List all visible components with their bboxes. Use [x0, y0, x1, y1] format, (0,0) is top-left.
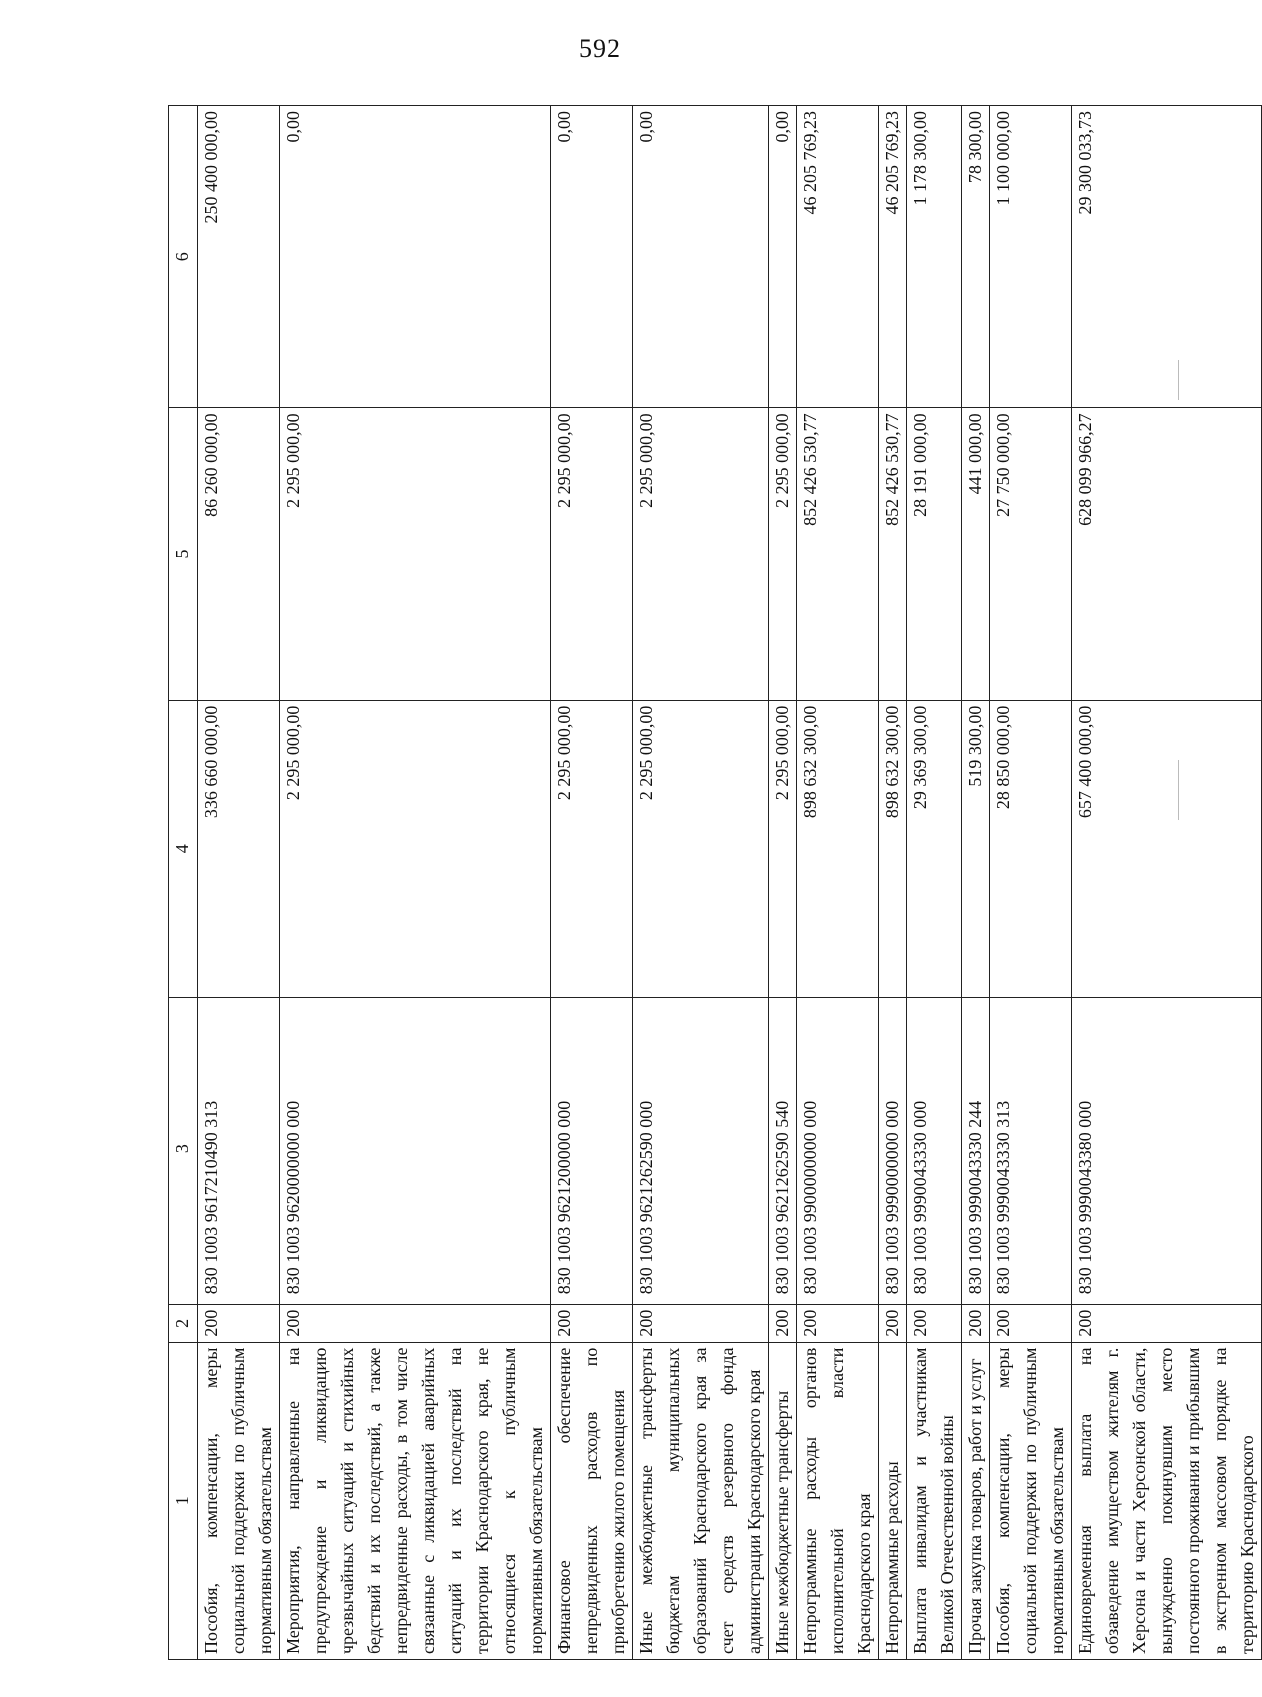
row-code: 200 — [907, 1305, 962, 1342]
table-row — [633, 106, 769, 1660]
header-cell: 1 — [169, 1342, 198, 1659]
row-value-col4: 2 295 000,00 — [551, 700, 633, 997]
row-value-col6: 0,00 — [551, 106, 633, 408]
table-row — [962, 106, 990, 1660]
header-cell: 6 — [169, 106, 198, 408]
header-row — [169, 106, 198, 1660]
header-cell: 3 — [169, 997, 198, 1304]
table-row — [879, 106, 907, 1660]
row-code: 200 — [879, 1305, 907, 1342]
row-value-col5: 852 426 530,77 — [879, 408, 907, 700]
row-code: 200 — [633, 1305, 769, 1342]
table-row — [797, 106, 879, 1660]
row-classifier: 830 1003 9990043330 000 — [907, 997, 962, 1304]
row-value-col6: 0,00 — [769, 106, 797, 408]
row-code: 200 — [551, 1305, 633, 1342]
row-classifier: 830 1003 9620000000 000 — [280, 997, 551, 1304]
row-value-col6: 78 300,00 — [962, 106, 990, 408]
row-classifier: 830 1003 9990043330 313 — [990, 997, 1072, 1304]
row-classifier: 830 1003 9990043330 244 — [962, 997, 990, 1304]
row-name: Непрограммные расходы органов исполнительной власти Краснодарского края — [797, 1342, 879, 1659]
table-row — [769, 106, 797, 1660]
row-code: 200 — [769, 1305, 797, 1342]
row-classifier: 830 1003 9621262590 540 — [769, 997, 797, 1304]
row-value-col6: 1 178 300,00 — [907, 106, 962, 408]
row-value-col4: 28 850 000,00 — [990, 700, 1072, 997]
row-name: Пособия, компенсации, меры социальной поддержки по публичным нормативным обязательствам — [990, 1342, 1072, 1659]
row-value-col5: 2 295 000,00 — [280, 408, 551, 700]
row-value-col4: 898 632 300,00 — [879, 700, 907, 997]
row-value-col4: 2 295 000,00 — [633, 700, 769, 997]
row-value-col5: 2 295 000,00 — [769, 408, 797, 700]
header-cell: 2 — [169, 1305, 198, 1342]
page-number: 592 — [579, 34, 621, 63]
row-value-col5: 628 099 966,27 — [1072, 408, 1262, 700]
row-name: Выплата инвалидам и участникам Великой Отечественной войны — [907, 1342, 962, 1659]
row-value-col6: 0,00 — [280, 106, 551, 408]
row-classifier: 830 1003 9621200000 000 — [551, 997, 633, 1304]
row-name: Непрограммные расходы — [879, 1342, 907, 1659]
row-code: 200 — [797, 1305, 879, 1342]
row-value-col5: 28 191 000,00 — [907, 408, 962, 700]
table-row — [907, 106, 962, 1660]
row-name: Единовременная выплата на обзаведение имуществом жителям г. Херсона и части Херсонской области, вынужденно покинувшим место постоянного проживания и прибывшим в экстренном массовом порядке на территорию Краснодарского — [1072, 1342, 1262, 1659]
row-value-col5: 27 750 000,00 — [990, 408, 1072, 700]
table-row — [198, 106, 280, 1660]
row-value-col4: 2 295 000,00 — [769, 700, 797, 997]
row-value-col6: 46 205 769,23 — [879, 106, 907, 408]
row-value-col6: 0,00 — [633, 106, 769, 408]
header-cell: 5 — [169, 408, 198, 700]
row-code: 200 — [962, 1305, 990, 1342]
budget-table — [168, 105, 1262, 1660]
row-classifier: 830 1003 9990000000 000 — [879, 997, 907, 1304]
row-classifier: 830 1003 9900000000 000 — [797, 997, 879, 1304]
row-value-col6: 46 205 769,23 — [797, 106, 879, 408]
row-value-col6: 29 300 033,73 — [1072, 106, 1262, 408]
row-value-col6: 250 400 000,00 — [198, 106, 280, 408]
row-value-col5: 86 260 000,00 — [198, 408, 280, 700]
row-value-col5: 2 295 000,00 — [551, 408, 633, 700]
header-cell: 4 — [169, 700, 198, 997]
row-value-col4: 2 295 000,00 — [280, 700, 551, 997]
row-value-col4: 29 369 300,00 — [907, 700, 962, 997]
row-code: 200 — [198, 1305, 280, 1342]
table-row — [1072, 106, 1262, 1660]
row-value-col5: 852 426 530,77 — [797, 408, 879, 700]
row-classifier: 830 1003 9990043380 000 — [1072, 997, 1262, 1304]
row-value-col4: 657 400 000,00 — [1072, 700, 1262, 997]
row-code: 200 — [1072, 1305, 1262, 1342]
row-name: Прочая закупка товаров, работ и услуг — [962, 1342, 990, 1659]
row-value-col4: 336 660 000,00 — [198, 700, 280, 997]
table-row — [280, 106, 551, 1660]
row-name: Иные межбюджетные трансферты — [769, 1342, 797, 1659]
row-classifier: 830 1003 9621262590 000 — [633, 997, 769, 1304]
row-code: 200 — [990, 1305, 1072, 1342]
table-row — [990, 106, 1072, 1660]
table-row — [551, 106, 633, 1660]
row-value-col5: 441 000,00 — [962, 408, 990, 700]
row-value-col5: 2 295 000,00 — [633, 408, 769, 700]
row-classifier: 830 1003 9617210490 313 — [198, 997, 280, 1304]
row-value-col6: 1 100 000,00 — [990, 106, 1072, 408]
row-name: Финансовое обеспечение непредвиденных расходов по приобретению жилого помещения — [551, 1342, 633, 1659]
row-value-col4: 898 632 300,00 — [797, 700, 879, 997]
row-code: 200 — [280, 1305, 551, 1342]
row-name: Мероприятия, направленные на предупреждение и ликвидацию чрезвычайных ситуаций и стихийных бедствий и их последствий, а также непредвиденные расходы, в том числе связанные с ликвидацией аварийных ситуаций и их последствий на территории Краснодарского края, не относящиеся к публичным нормативным обязательствам — [280, 1342, 551, 1659]
rotated-table-wrapper — [168, 105, 1257, 1660]
row-name: Иные межбюджетные трансферты бюджетам муниципальных образований Краснодарского края за счет средств резервного фонда администрации Краснодарского края — [633, 1342, 769, 1659]
row-name: Пособия, компенсации, меры социальной поддержки по публичным нормативным обязательствам — [198, 1342, 280, 1659]
row-value-col4: 519 300,00 — [962, 700, 990, 997]
